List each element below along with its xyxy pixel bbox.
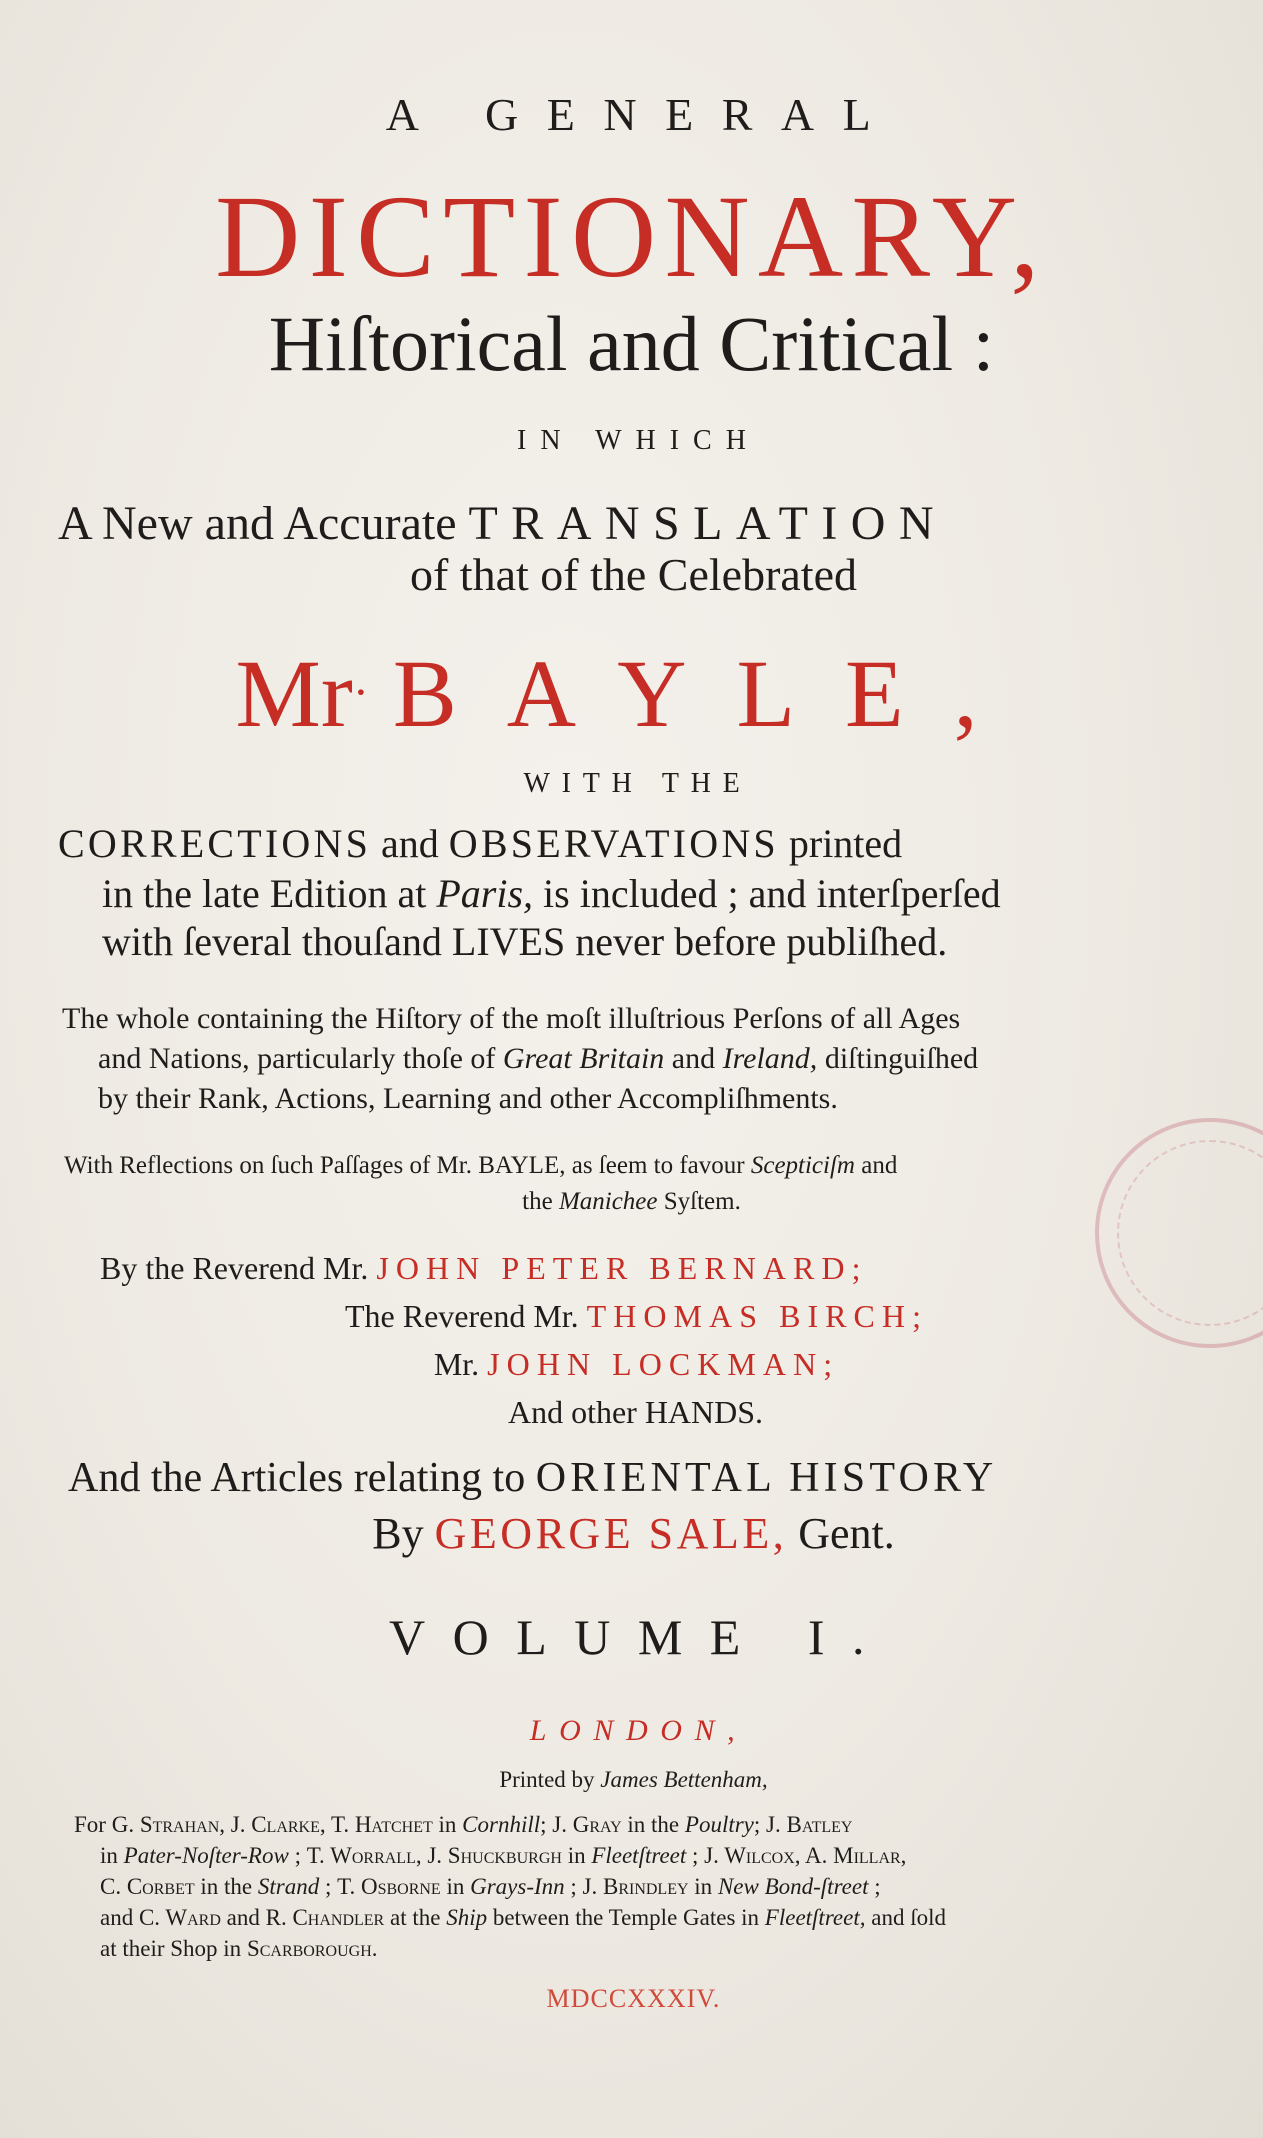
text-fragment: and Nations, particularly thoſe of: [98, 1042, 503, 1075]
text-fragment: in: [432, 1812, 463, 1837]
title-line-nations: [98, 1042, 978, 1076]
text-fragment: By the Reverend Mr.: [100, 1250, 377, 1286]
text-fragment: never before publiſhed.: [565, 919, 948, 964]
title-line-lives: [102, 918, 947, 965]
text-fragment: ;: [288, 1843, 307, 1868]
text-fragment: New Bond-ſtreet: [717, 1874, 869, 1899]
text-fragment: in: [561, 1843, 592, 1868]
imprint-booksellers-4: [100, 1905, 946, 1931]
text-fragment: For: [74, 1812, 112, 1837]
text-fragment: ;: [753, 1812, 767, 1837]
text-fragment: Mr.: [433, 1346, 488, 1382]
text-fragment: in: [688, 1874, 718, 1899]
text-fragment: Strand: [257, 1874, 320, 1899]
imprint-place: LONDON,: [529, 1714, 748, 1747]
text-fragment: between the Temple Gates in: [487, 1905, 765, 1930]
text-fragment: Scarborough.: [246, 1936, 378, 1961]
text-fragment: G. Strahan, J. Clarke, T. Hatchet: [111, 1812, 433, 1837]
text-fragment: Manichee: [558, 1188, 658, 1215]
text-fragment: J. Wilcox, A. Millar,: [704, 1843, 907, 1868]
text-fragment-lives: LIVES: [451, 919, 566, 964]
text-fragment: in the: [194, 1874, 258, 1899]
text-fragment: ;: [319, 1874, 338, 1899]
text-fragment: Printed by: [499, 1767, 601, 1792]
text-fragment: printed: [778, 821, 903, 866]
text-fragment-translation: TRANSLATION: [468, 497, 948, 550]
text-fragment: J. Batley: [766, 1812, 853, 1837]
title-line-with-the: WITH THE: [523, 768, 752, 799]
text-fragment: Ship: [446, 1905, 488, 1930]
title-line-new-translation: [58, 496, 947, 551]
text-fragment: C. Corbet: [100, 1874, 195, 1899]
text-fragment: ORIENTAL HISTORY: [535, 1455, 998, 1501]
text-fragment: Ireland,: [722, 1042, 818, 1075]
title-line-corrections: [58, 820, 902, 867]
title-line-in-which: IN WHICH: [517, 425, 760, 456]
imprint-booksellers-3: [100, 1874, 881, 1900]
title-line-oriental-history: [68, 1454, 997, 1502]
text-fragment: with ſeveral thouſand: [102, 919, 452, 964]
author-name-lockman: JOHN LOCKMAN;: [487, 1346, 840, 1382]
text-fragment: OBSERVATIONS: [448, 821, 779, 866]
text-fragment: James Bettenham,: [600, 1767, 768, 1792]
text-fragment: in: [440, 1874, 471, 1899]
title-line-historical-critical: Hiſtorical and Critical :: [268, 300, 995, 387]
imprint-booksellers-1: [74, 1812, 852, 1838]
text-fragment: diſtinguiſhed: [817, 1042, 979, 1075]
text-fragment: at their Shop in: [100, 1936, 247, 1961]
title-line-late-edition: [102, 870, 1001, 917]
text-fragment: With Reflections on ſuch Paſſages of Mr. BAYLE, as ſeem to favour: [64, 1152, 751, 1179]
text-fragment: CORRECTIONS: [58, 821, 372, 866]
text-fragment: is included ; and interſperſed: [533, 871, 1001, 916]
text-fragment: J. Brindley: [582, 1874, 689, 1899]
title-line-rank: by their Rank, Actions, Learning and other Accompliſhments.: [98, 1082, 838, 1115]
text-fragment: Fleetſtreet,: [764, 1905, 866, 1930]
text-fragment: By: [372, 1509, 435, 1558]
text-fragment: the: [522, 1188, 559, 1215]
text-fragment: Grays-Inn: [470, 1874, 565, 1899]
title-line-reflections: [64, 1152, 897, 1180]
imprint-booksellers-5: [100, 1936, 378, 1962]
author-line-sale: [0, 1508, 1263, 1559]
text-fragment: Pater-Noſter-Row: [123, 1843, 289, 1868]
text-fragment: Syſtem.: [657, 1188, 741, 1215]
text-fragment: and: [220, 1905, 266, 1930]
text-fragment: at the: [384, 1905, 447, 1930]
text-fragment: ;: [540, 1812, 553, 1837]
text-fragment: in the late Edition at: [102, 871, 437, 916]
imprint-booksellers-2: [100, 1843, 906, 1869]
text-fragment: Cornhill: [462, 1812, 541, 1837]
text-fragment: and: [854, 1152, 898, 1179]
title-line-dictionary: DICTIONARY,: [215, 171, 1048, 302]
author-name-bernard: JOHN PETER BERNARD;: [376, 1250, 868, 1286]
text-fragment: Gent.: [787, 1509, 895, 1558]
text-fragment-bayle: BAYLE,: [392, 640, 1028, 747]
text-fragment: T. Osborne: [337, 1874, 441, 1899]
text-fragment: ;: [868, 1874, 881, 1899]
text-fragment: A New and Accurate: [58, 497, 469, 550]
text-fragment: Scepticiſm: [750, 1152, 855, 1179]
text-fragment: ;: [564, 1874, 583, 1899]
title-line-manichee: [0, 1188, 1263, 1216]
text-fragment: Fleetſtreet: [591, 1843, 687, 1868]
text-fragment: R. Chandler: [265, 1905, 385, 1930]
title-line-a-general: A GENERAL: [385, 89, 900, 140]
author-line-bernard: [100, 1250, 868, 1287]
author-line-lockman: [0, 1346, 1263, 1383]
text-fragment: and: [664, 1042, 723, 1075]
author-name-sale: GEORGE SALE,: [434, 1509, 788, 1558]
volume-number: VOLUME I.: [388, 1609, 893, 1665]
text-fragment: The Reverend Mr.: [344, 1298, 587, 1334]
text-fragment: and: [100, 1905, 139, 1930]
title-line-celebrated: of that of the Celebrated: [409, 549, 858, 600]
author-name-birch: THOMAS BIRCH;: [586, 1298, 929, 1334]
text-fragment: T. Worrall, J. Shuckburgh: [306, 1843, 562, 1868]
imprint-date: MDCCXXXIV.: [546, 1984, 721, 2013]
text-fragment-mr: Mr: [235, 640, 353, 747]
text-fragment: Poultry: [684, 1812, 754, 1837]
title-line-mr-bayle: Mr· BAYLE,: [235, 640, 1028, 747]
text-fragment: and: [371, 821, 449, 866]
text-fragment: And the Articles relating to: [68, 1455, 536, 1501]
text-fragment: in the: [621, 1812, 685, 1837]
text-fragment: C. Ward: [138, 1905, 221, 1930]
text-fragment: ;: [686, 1843, 705, 1868]
text-fragment: and ſold: [865, 1905, 946, 1930]
author-line-other-hands: And other HANDS.: [507, 1394, 764, 1430]
text-fragment: Great Britain: [502, 1042, 665, 1075]
text-fragment: J. Gray: [552, 1812, 622, 1837]
title-line-whole-containing: The whole containing the Hiſtory of the moſt illuſtrious Perſons of all Ages: [62, 1002, 961, 1035]
imprint-printer: [0, 1767, 1263, 1793]
author-line-birch: [0, 1298, 1263, 1335]
text-fragment-paris: Paris,: [436, 871, 534, 916]
text-fragment: in: [100, 1843, 124, 1868]
